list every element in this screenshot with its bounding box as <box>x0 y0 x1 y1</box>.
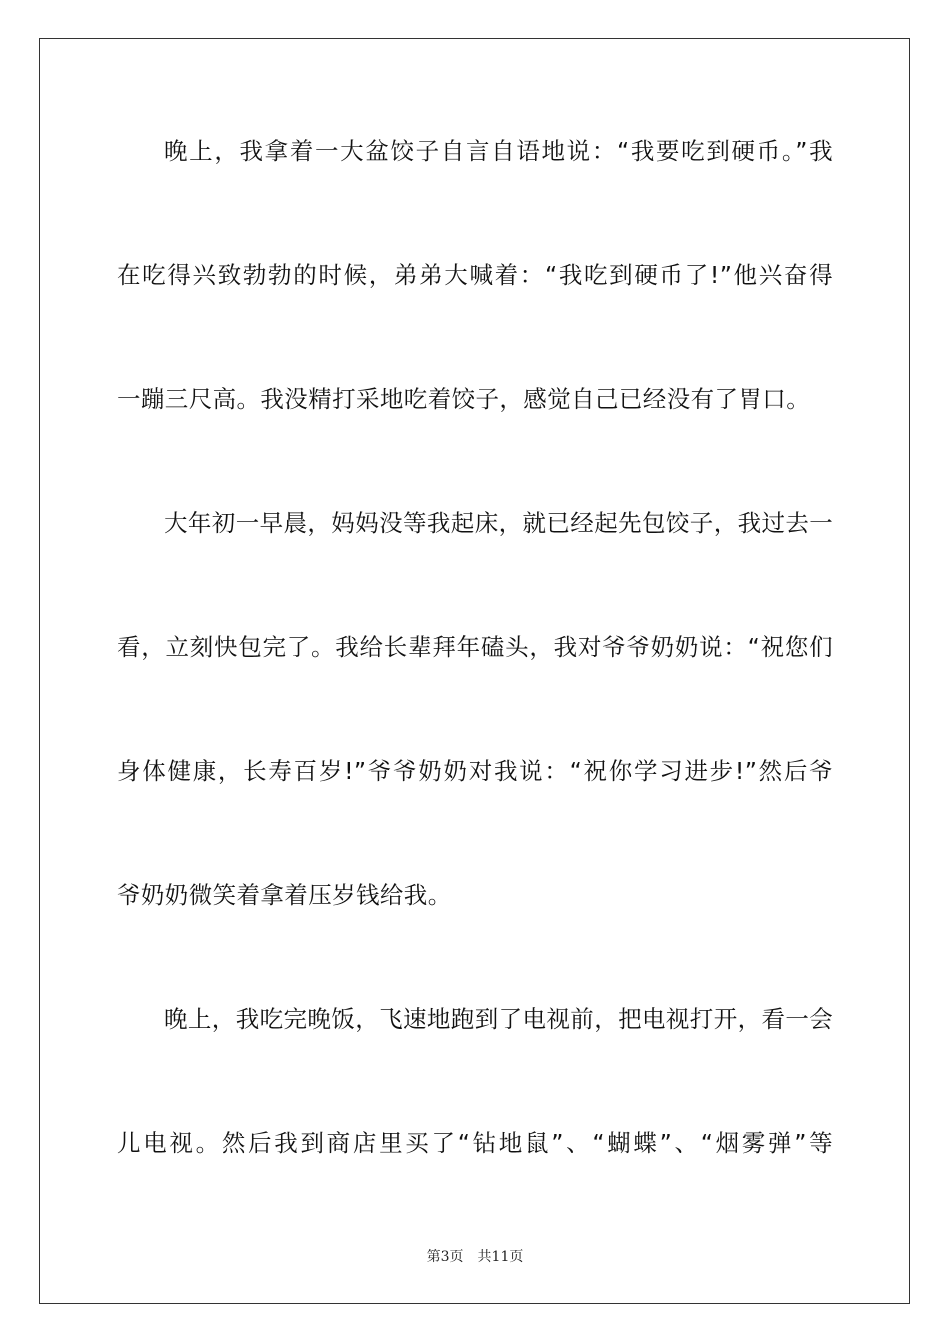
paragraph-2-line-2: 看，立刻快包完了。我给长辈拜年磕头，我对爷爷奶奶说：“祝您们 <box>117 633 833 661</box>
total-pages: 共11页 <box>477 1249 524 1265</box>
paragraph-3-line-1: 晚上，我吃完晚饭，飞速地跑到了电视前，把电视打开，看一会 <box>164 1005 834 1033</box>
paragraph-2-line-4: 爷奶奶微笑着拿着压岁钱给我。 <box>117 881 452 909</box>
paragraph-3-line-2: 儿电视。然后我到商店里买了“钻地鼠”、“蝴蝶”、“烟雾弹”等 <box>117 1129 833 1157</box>
paragraph-1-line-1: 晚上，我拿着一大盆饺子自言自语地说：“我要吃到硬币。”我 <box>164 137 833 165</box>
paragraph-1-line-3: 一蹦三尺高。我没精打采地吃着饺子，感觉自己已经没有了胃口。 <box>117 385 811 413</box>
paragraph-2-line-1: 大年初一早晨，妈妈没等我起床，就已经起先包饺子，我过去一 <box>164 509 834 537</box>
page-number: 第3页 <box>426 1249 464 1265</box>
paragraph-2-line-3: 身体健康，长寿百岁!”爷爷奶奶对我说：“祝你学习进步!”然后爷 <box>117 757 833 785</box>
document-body <box>117 120 833 1174</box>
page-footer <box>0 1246 950 1266</box>
paragraph-1-line-2: 在吃得兴致勃勃的时候，弟弟大喊着：“我吃到硬币了!”他兴奋得 <box>117 261 833 289</box>
